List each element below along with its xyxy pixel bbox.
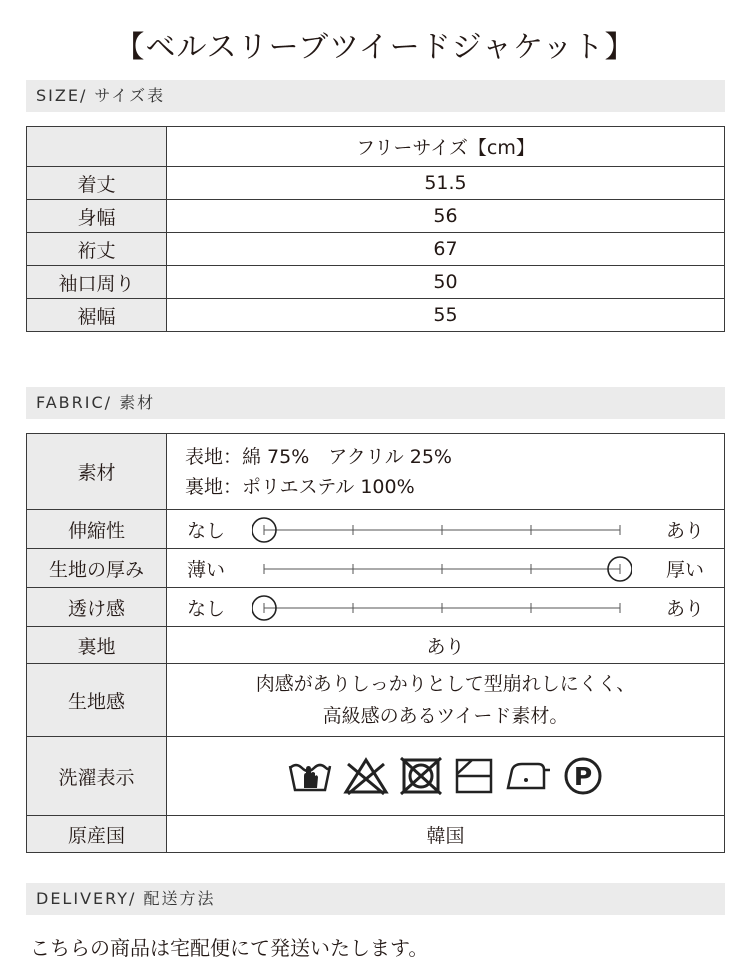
fabric-origin-row: [27, 816, 725, 853]
no-bleach-icon: [342, 756, 390, 796]
size-header-blank: [27, 127, 167, 167]
size-row-label: 袖口周り: [27, 266, 167, 299]
scale-left-label: 薄い: [187, 559, 226, 581]
size-row: [27, 233, 725, 266]
size-row-value: 56: [167, 200, 725, 233]
texture-line-2: 高級感のあるツイード素材。: [322, 705, 569, 727]
page-title: 【ベルスリーブツイードジャケット】: [114, 30, 636, 65]
line-dry-shade-icon: [452, 756, 496, 796]
size-row: [27, 167, 725, 200]
lining-value: あり: [167, 627, 725, 664]
size-column-header: フリーサイズ【cm】: [167, 127, 725, 167]
scale-right-label: 厚い: [665, 559, 704, 581]
size-row-value: 67: [167, 233, 725, 266]
care-label: 洗濯表示: [27, 737, 167, 816]
fabric-material-row: [27, 434, 725, 510]
scale-cell: [167, 588, 725, 627]
svg-text:P: P: [573, 762, 592, 791]
size-row-label: 着丈: [27, 167, 167, 200]
care-cell: [167, 737, 725, 816]
iron-low-icon: [504, 756, 552, 796]
scale-cell: [167, 510, 725, 549]
size-table: [26, 126, 725, 332]
scale-left-label: なし: [187, 520, 226, 542]
size-section-header: SIZE/ サイズ表: [26, 80, 725, 112]
scale-right-label: あり: [665, 598, 704, 620]
thickness-scale: [252, 549, 632, 587]
sheerness-scale: [252, 588, 632, 626]
size-row-label: 裄丈: [27, 233, 167, 266]
scale-right-label: あり: [665, 520, 704, 542]
texture-value: [167, 664, 725, 737]
texture-line-1: 肉感がありしっかりとして型崩れしにくく、: [255, 673, 636, 695]
fabric-lining-row: [27, 627, 725, 664]
texture-label: 生地感: [27, 664, 167, 737]
scale-left-label: なし: [187, 598, 226, 620]
size-row: [27, 200, 725, 233]
scale-label: 生地の厚み: [27, 549, 167, 588]
fabric-scale-row: [27, 510, 725, 549]
size-row-value: 50: [167, 266, 725, 299]
fabric-scale-row: [27, 588, 725, 627]
hand-wash-icon: [286, 756, 334, 796]
size-row-label: 身幅: [27, 200, 167, 233]
scale-label: 透け感: [27, 588, 167, 627]
fabric-scale-row: [27, 549, 725, 588]
origin-value: 韓国: [167, 816, 725, 853]
scale-label: 伸縮性: [27, 510, 167, 549]
scale-cell: [167, 549, 725, 588]
stretch-scale: [252, 510, 632, 548]
fabric-section-header: FABRIC/ 素材: [26, 387, 725, 419]
lining-label: 裏地: [27, 627, 167, 664]
size-row: [27, 266, 725, 299]
size-header-row: [27, 127, 725, 167]
fabric-texture-row: [27, 664, 725, 737]
material-line-1: 表地：綿 75% アクリル 25%: [185, 445, 452, 468]
size-row-label: 裾幅: [27, 299, 167, 332]
delivery-text: こちらの商品は宅配便にて発送いたします。: [30, 936, 429, 960]
material-value: [167, 434, 725, 510]
material-line-2: 裏地：ポリエステル 100%: [185, 475, 415, 498]
fabric-table: [26, 433, 725, 853]
size-row-value: 55: [167, 299, 725, 332]
material-label: 素材: [27, 434, 167, 510]
origin-label: 原産国: [27, 816, 167, 853]
size-row: [27, 299, 725, 332]
fabric-care-row: [27, 737, 725, 816]
no-tumble-dry-icon: [398, 756, 444, 796]
delivery-section-header: DELIVERY/ 配送方法: [26, 883, 725, 915]
dry-clean-p-icon: [560, 756, 606, 796]
size-row-value: 51.5: [167, 167, 725, 200]
